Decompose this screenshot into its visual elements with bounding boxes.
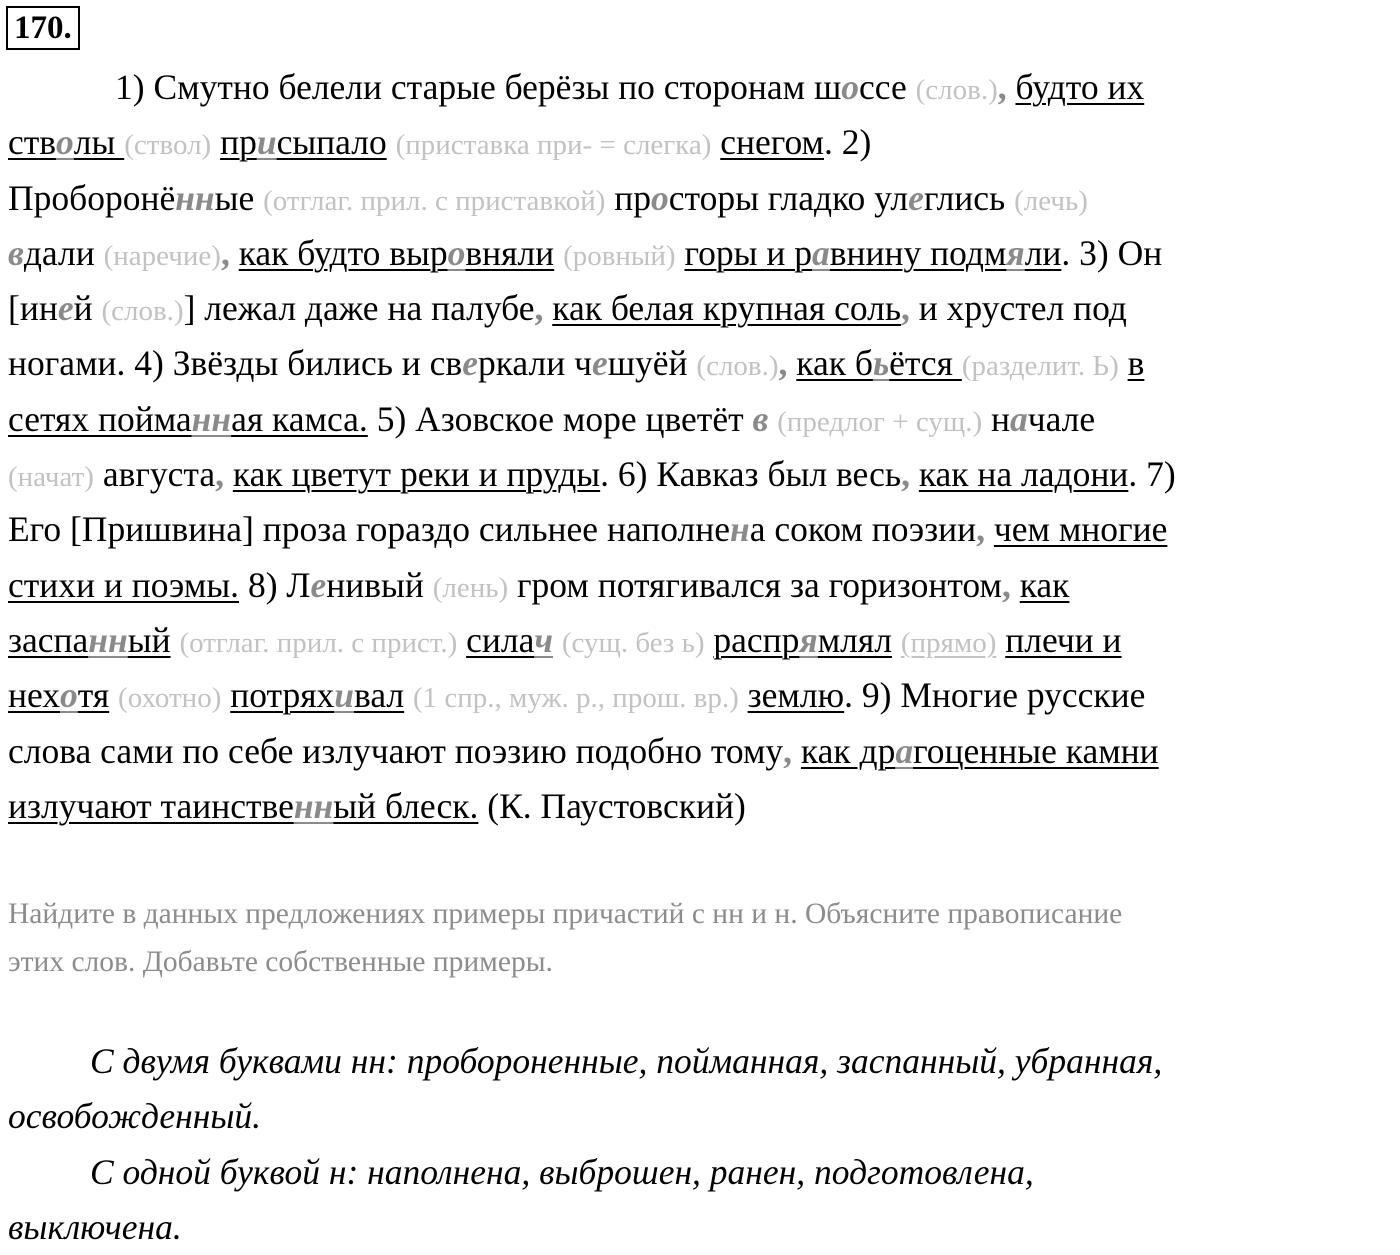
text-segment: пр	[605, 177, 652, 218]
annotation-note: (предлог + сущ.)	[777, 405, 983, 438]
annotation-note: (слов.)	[915, 74, 998, 106]
underlined-clause: будто их	[1015, 67, 1145, 107]
annotation-note: (ровный)	[563, 239, 676, 272]
text-segment: ] лежал даже на палубе	[183, 288, 535, 329]
underlined-clause: гоценные камни	[913, 730, 1159, 771]
text-segment: слова сами по себе излучают поэзию подобно тому	[8, 730, 784, 771]
underlined-clause: сыпало	[276, 122, 387, 163]
text-line	[8, 281, 1398, 336]
underlined-clause: ли	[1024, 232, 1062, 273]
highlighted-letter: е	[908, 177, 924, 218]
text-segment	[910, 454, 919, 494]
underlined-clause: вняли	[465, 232, 555, 273]
underlined-clause: ый	[127, 619, 171, 660]
underlined-clause: нех	[8, 675, 61, 716]
text-segment: августа	[93, 454, 216, 495]
text-segment: 5) Азовское море цветёт	[367, 398, 753, 439]
highlighted-letter: о	[841, 67, 860, 107]
highlighted-letter: нн	[293, 785, 334, 826]
text-segment	[457, 620, 466, 660]
text-segment	[543, 288, 552, 328]
highlighted-punctuation: ,	[783, 730, 793, 771]
text-segment: ркали ч	[477, 343, 592, 384]
highlighted-letter: о	[447, 232, 466, 273]
text-segment: ногами. 4) Звёзды бились и св	[8, 343, 463, 384]
underlined-clause: лы	[73, 122, 125, 163]
text-segment: . 3) Он	[1061, 232, 1163, 273]
annotation-note: (отглаг. прил. с приставкой)	[263, 184, 606, 217]
highlighted-letter: в	[8, 232, 24, 273]
answer-line: С одной буквой н: наполнена, выброшен, ранен, подготовлена,	[90, 1151, 1034, 1192]
text-line	[8, 60, 1398, 115]
highlighted-punctuation: ,	[1001, 564, 1011, 605]
text-line	[8, 558, 1398, 613]
text-segment	[711, 122, 720, 162]
underlined-clause: землю	[747, 675, 845, 716]
text-segment: (К. Паустовский)	[478, 785, 746, 826]
underlined-clause: ётся	[889, 343, 962, 384]
highlighted-punctuation: ,	[220, 232, 230, 273]
text-line	[8, 115, 1398, 170]
answer-line: выключена.	[8, 1206, 182, 1247]
text-segment	[1119, 343, 1128, 383]
highlighted-letter: нн	[191, 398, 232, 439]
text-line	[8, 336, 1398, 391]
text-segment	[787, 343, 796, 383]
underlined-clause: потрях	[230, 675, 335, 716]
text-segment: чале	[1027, 398, 1096, 439]
highlighted-letter: а	[1009, 398, 1028, 439]
highlighted-letter: е	[310, 564, 327, 605]
text-line	[8, 668, 1398, 723]
text-segment	[768, 399, 777, 439]
underlined-clause: тя	[77, 675, 110, 716]
underlined-clause: как цветут реки и пруды	[232, 454, 601, 495]
text-segment	[553, 620, 562, 660]
underlined-clause: ая камса.	[231, 398, 368, 439]
annotation-note: (отглаг. прил. с прист.)	[179, 626, 458, 659]
underlined-clause: снегом	[720, 122, 824, 163]
highlighted-letter: ь	[872, 343, 890, 384]
annotation-note: (лень)	[432, 571, 509, 604]
highlighted-letter: я	[1006, 232, 1025, 273]
text-segment	[404, 675, 413, 715]
underlined-clause: распр	[713, 619, 800, 660]
underlined-clause: пр	[220, 122, 257, 163]
text-segment: шуёй	[607, 343, 697, 384]
highlighted-letter: и	[256, 122, 277, 163]
highlighted-letter: е	[591, 343, 608, 384]
text-segment: глись	[923, 177, 1015, 218]
underlined-clause: заспа	[8, 619, 89, 660]
highlighted-letter: и	[334, 675, 355, 716]
annotation-note: (начат)	[8, 461, 94, 494]
highlighted-punctuation: ,	[976, 509, 986, 550]
annotation-note: (лечь)	[1014, 184, 1088, 217]
highlighted-punctuation: ,	[215, 454, 224, 495]
text-segment	[211, 122, 220, 162]
annotation-note: (слов.)	[101, 295, 184, 328]
annotation-note: (разделит. Ь)	[961, 350, 1119, 383]
text-segment: . 6) Кавказ был весь	[600, 454, 902, 495]
text-segment: гром потягивался за горизонтом	[508, 564, 1002, 605]
text-segment: Его [Пришвина] проза гораздо сильнее наполне	[8, 509, 730, 550]
underlined-clause: внину подм	[829, 232, 1007, 273]
highlighted-letter: а	[895, 730, 914, 771]
highlighted-letter: е	[462, 343, 478, 384]
underlined-clause: как будто выр	[238, 232, 448, 273]
underlined-clause: излучают таинстве	[8, 785, 294, 826]
underlined-clause: ств	[8, 122, 57, 163]
text-line	[8, 779, 1398, 834]
underlined-clause: стихи и поэмы.	[8, 564, 240, 605]
text-line	[8, 447, 1398, 502]
underlined-clause: как белая крупная соль	[552, 288, 902, 329]
task-line: Найдите в данных предложениях примеры причастий с нн и н. Объясните правописание	[8, 898, 1123, 930]
text-segment	[1011, 565, 1020, 605]
text-segment: й	[73, 288, 102, 329]
highlighted-punctuation: ,	[901, 454, 910, 495]
highlighted-letter: о	[56, 122, 74, 163]
highlighted-letter: о	[651, 177, 669, 218]
highlighted-letter: е	[57, 288, 74, 329]
highlighted-punctuation: ,	[778, 343, 788, 384]
underlined-clause: сила	[466, 619, 535, 660]
annotation-note: (наречие)	[103, 239, 221, 272]
answer-line: С двумя буквами нн: пробороненные, пойманная, заспанный, убранная,	[90, 1041, 1163, 1081]
underlined-clause: как б	[796, 343, 873, 384]
highlighted-letter: ч	[534, 619, 553, 660]
annotation-note: (охотно)	[118, 682, 222, 715]
task-line: этих слов. Добавьте собственные примеры.	[8, 946, 553, 978]
underlined-clause: в	[1127, 343, 1145, 384]
highlighted-letter: в	[752, 398, 769, 439]
underlined-clause: ый блеск.	[333, 785, 479, 826]
highlighted-letter: нн	[88, 619, 128, 660]
text-line	[8, 171, 1398, 226]
annotation-note: (слов.)	[696, 350, 779, 383]
exercise-text	[8, 60, 1398, 834]
annotation-note: (сущ. без ь)	[561, 626, 705, 659]
underlined-clause: плечи и	[1005, 619, 1122, 660]
text-line	[8, 392, 1398, 447]
text-segment: нивый	[326, 564, 433, 605]
annotation-note: (1 спр., муж. р., прош. вр.)	[413, 682, 739, 715]
highlighted-letter: а	[812, 232, 830, 273]
text-segment: сторы гладко ул	[668, 177, 909, 218]
text-segment	[221, 675, 230, 715]
text-segment: Проборонё	[8, 177, 176, 218]
highlighted-letter: я	[799, 619, 818, 660]
text-segment: и хрустел под	[909, 288, 1127, 329]
text-segment: . 2)	[823, 122, 872, 163]
text-line	[8, 226, 1398, 281]
underlined-clause: как	[1019, 564, 1070, 605]
text-segment: . 9) Многие русские	[844, 675, 1146, 716]
text-segment	[224, 454, 233, 494]
highlighted-letter: о	[60, 675, 78, 716]
text-segment: н	[982, 398, 1010, 439]
answer-line: освобожденный.	[8, 1096, 262, 1137]
underlined-clause: как на ладони	[918, 454, 1129, 495]
text-segment	[792, 731, 801, 771]
exercise-number: 170.	[6, 6, 80, 50]
annotation-note: (прямо)	[900, 626, 997, 659]
text-segment: дали	[23, 232, 104, 273]
text-line	[8, 613, 1398, 668]
text-segment: . 7)	[1128, 454, 1176, 495]
text-segment: [ин	[8, 288, 58, 329]
underlined-clause: вал	[354, 675, 405, 716]
answer-block	[8, 1034, 1398, 1255]
underlined-clause: как др	[800, 730, 896, 771]
text-segment	[109, 675, 118, 715]
highlighted-punctuation: ,	[534, 288, 544, 329]
text-segment: 1) Смутно белели старые берёзы по сторонам ш	[115, 67, 842, 107]
text-segment	[230, 233, 239, 273]
underlined-clause: сетях пойма	[8, 398, 192, 439]
underlined-clause: млял	[817, 619, 892, 660]
text-segment: 8) Л	[239, 564, 311, 605]
task-instruction	[8, 890, 1398, 986]
underlined-clause: чем многие	[993, 509, 1168, 550]
highlighted-punctuation: ,	[901, 288, 910, 329]
text-segment: ссе	[859, 67, 916, 107]
text-segment	[554, 233, 563, 273]
text-segment: а соком поэзии	[749, 509, 977, 550]
text-segment	[387, 122, 396, 162]
highlighted-letter: н	[729, 509, 750, 550]
text-line	[8, 502, 1398, 557]
text-segment	[892, 620, 901, 660]
underlined-clause: горы и р	[684, 232, 812, 273]
highlighted-letter: нн	[175, 177, 215, 218]
annotation-note: (приставка при- = слегка)	[395, 129, 712, 162]
text-segment	[996, 620, 1005, 660]
text-segment: ые	[214, 177, 264, 218]
text-line	[8, 724, 1398, 779]
text-segment	[985, 509, 994, 549]
text-segment	[739, 675, 748, 715]
highlighted-punctuation: ,	[997, 67, 1007, 107]
annotation-note: (ствол)	[124, 129, 212, 162]
